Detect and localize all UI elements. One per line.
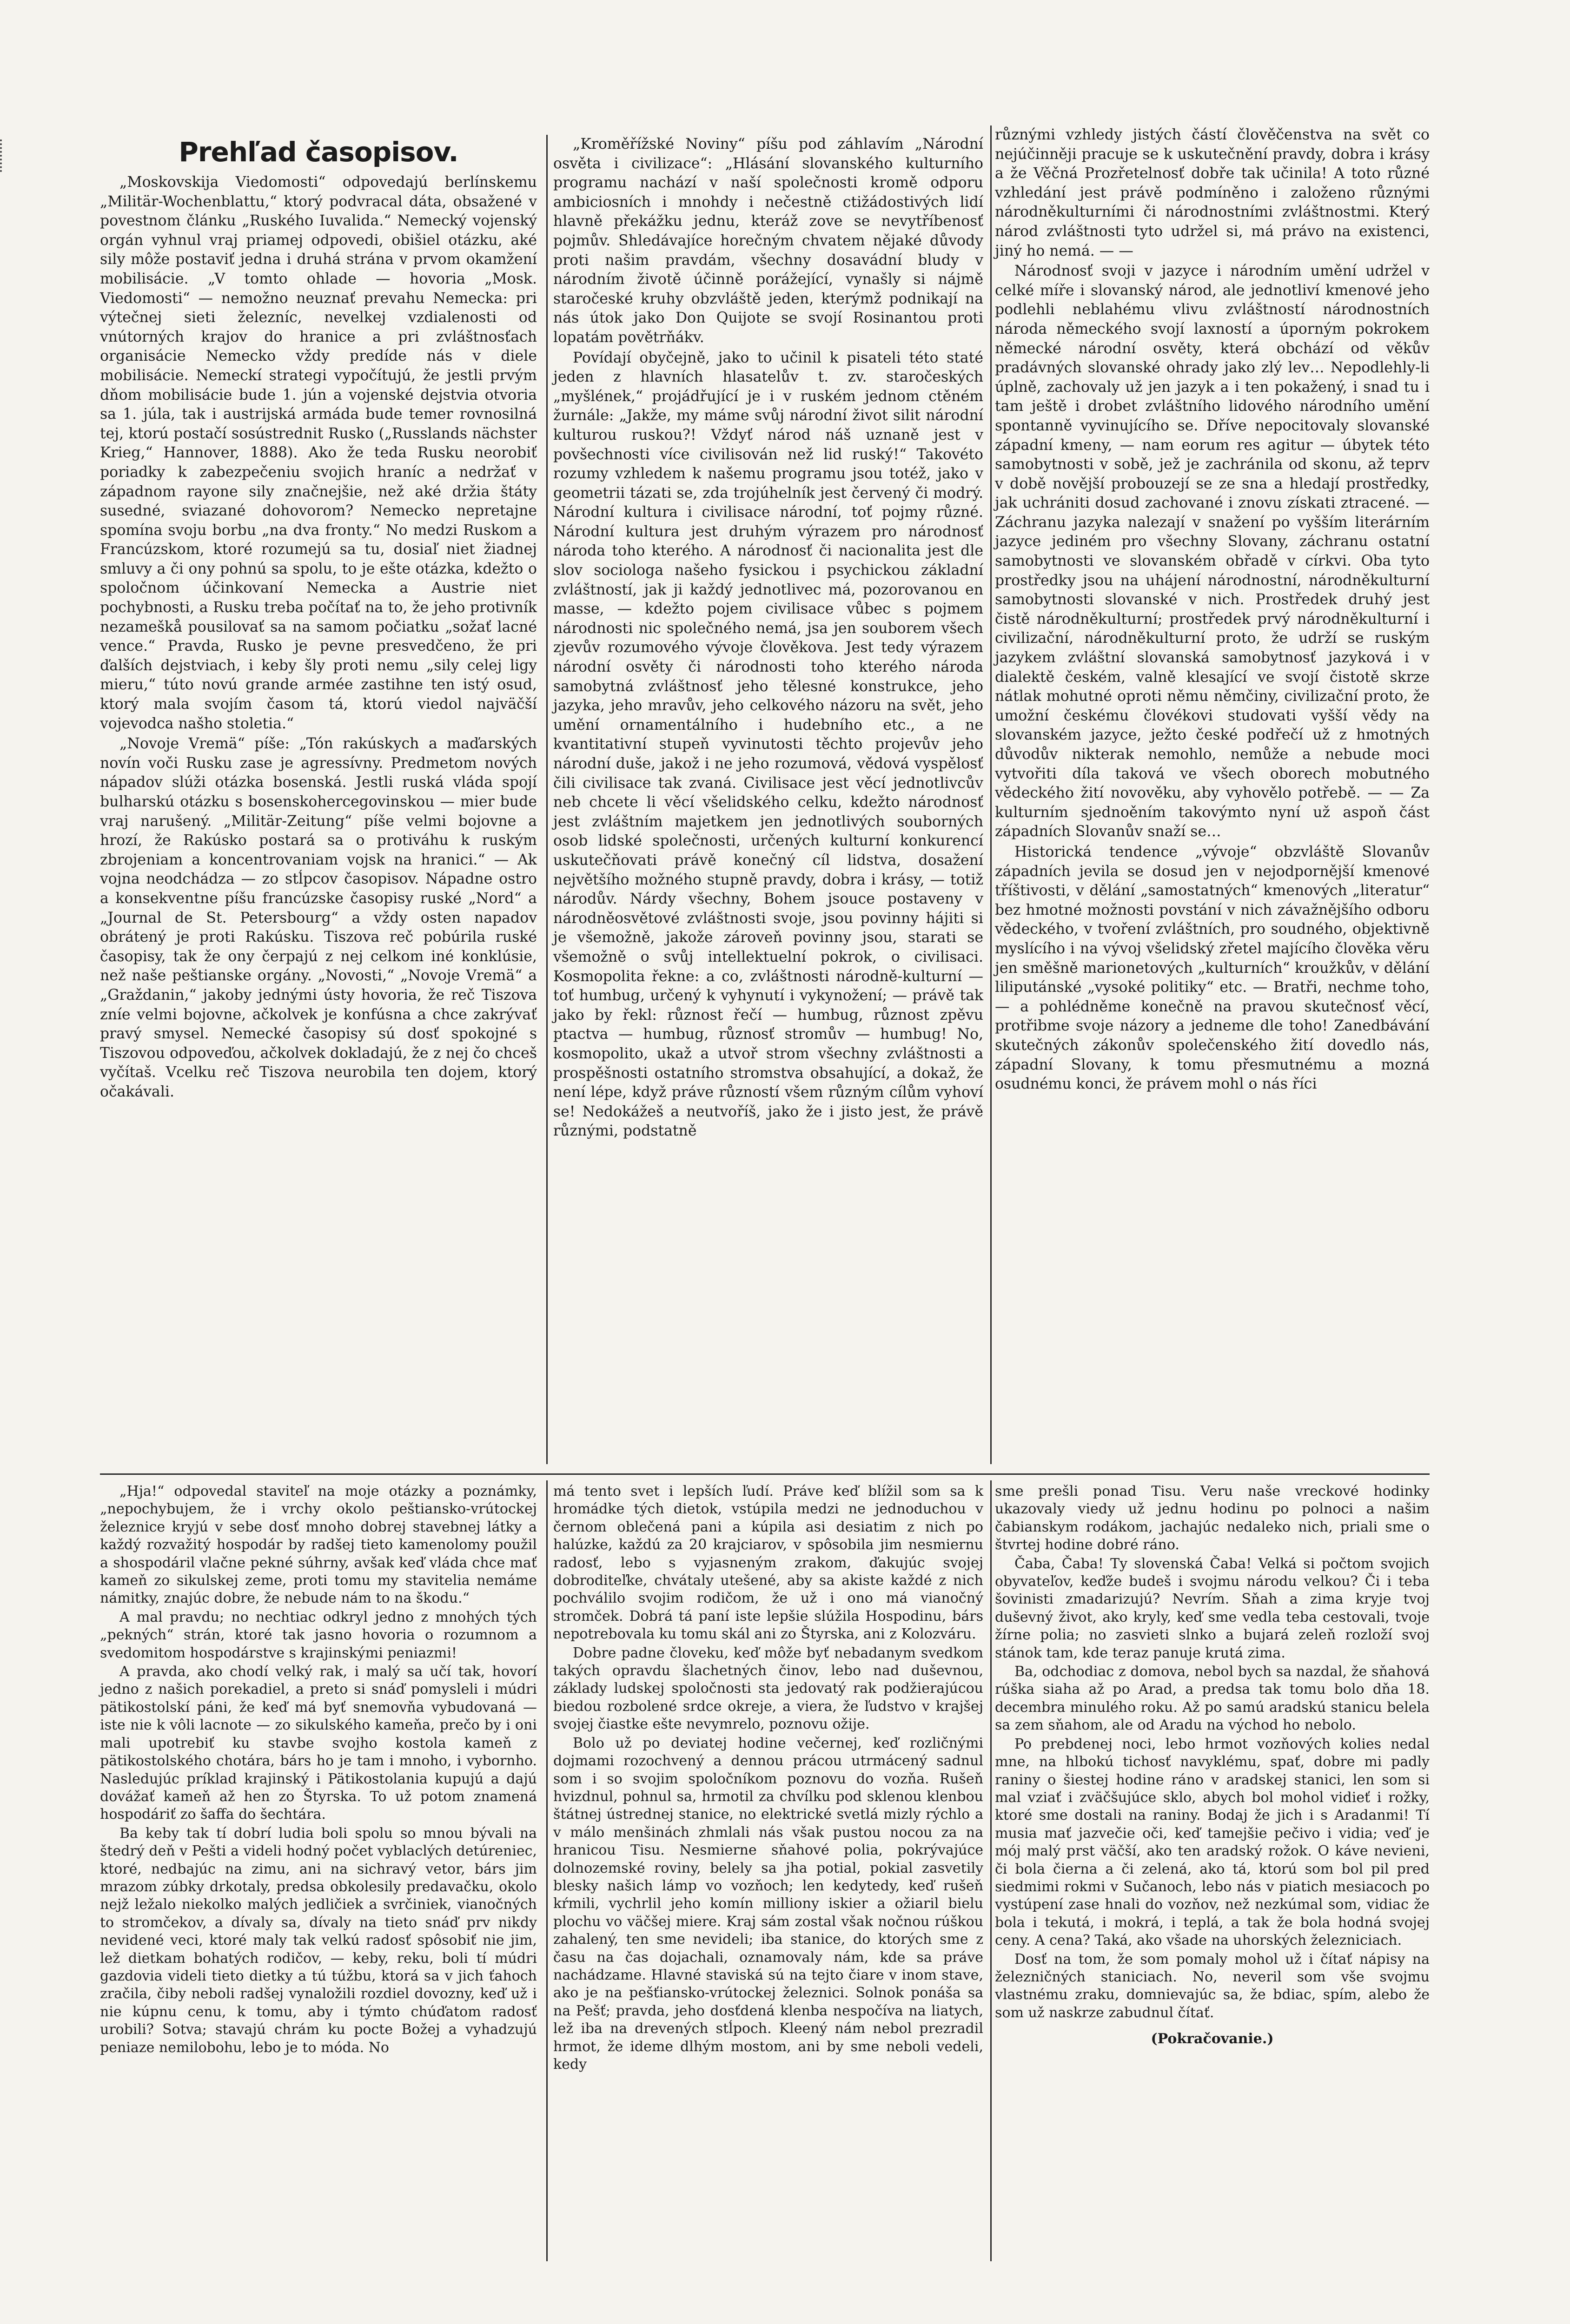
article-paragraph: Ba keby tak tí dobrí ludia boli spolu so mnou bývali na štedrý deň v Pešti a videli hodný počet vyblaclých detúreniec, ktoré, nedbajúc na zimu, ani na sichravý vetor, bárs jim mrazom zúbky drkotaly, predsa obkolesily predavačku, okolo nejž ležalo niekolko malých jedličiek a svrčiniek, vianočných to stromčekov, a dívaly sa, dívaly na tieto snáď prv nikdy nevidené veci, ktoré maly tak velkú radosť spôsobiť nie jim, lež dietkam bohatých rodičov, — keby, reku, boli tí múdri gazdovia videli tieto dietky a tú túžbu, ktorá sa v jich ťahoch zračila, čiby neboli radšej vynaložili rozdiel dovozny, keď už i nie kúpnu cenu, k tomu, aby i týmto chúďatom radosť urobili? Sotva; stavajú chrám ku pocte Božej a vyhadzujú peniaze nemilobohu, lebo je to móda. No <box>100 1825 537 2056</box>
article-paragraph: různými vzhledy jistých částí člověčenstva na svět co nejúčinněji pracuje se k uskutečnění pravdy, dobra i krásy a že Věčná Prozřetelnosť dobře tak učinila! A toto různé vzhledání jest právě podmíněno i založeno různými národněkulturními či národnostními zvláštnostmi. Který národ zvláštnosti tyto udržel si, má právo na existenci, jiný ho nemá. — — <box>995 126 1430 259</box>
bottom-column-1 <box>100 1483 537 2057</box>
article-paragraph: „Moskovskija Viedomosti“ odpovedajú berlínskemu „Militär-Wochenblattu,“ ktorý podvracal dáta, obsažené v povestnom článku „Ruského Iuvalida.“ Nemecký vojenský orgán vyhnul vraj priamej odpovedi, obišiel otázku, aké sily môže postaviť jedna i druhá strána v prvom okamžení mobilisácie. „V tomto ohlade — hovoria „Mosk. Viedomosti“ — nemožno neuznať prevahu Nemecka: pri výtečnej sieti železníc, nevelkej vzdialenosti od vnútorných krajov do hranice a pri zvláštnosťach organisácie Nemecko vždy predíde nás v diele mobilisácie. Nemeckí strategi vypočítujú, že jestli prvým dňom mobilisácie bude 1. jún a vojenské dejstvia otvoria sa 1. júla, tak i austrijská armáda bude temer rovnosilná tej, ktorú postačí sosústrednit Rusko („Russlands nächster Krieg,“ Hannover, 1888). Ako že teda Rusku neorobiť poriadky k zabezpečeniu svojich hraníc a nedržať v západnom rayone sily značnejšie, než aké držia štáty susedné, sviazané dohovorom? Nemecko nepretajne spomína svoju borbu „na dva fronty.“ No medzi Ruskom a Francúzskom, ktoré rozumejú sa tu, dosiaľ niet žiadnej smluvy a či ony pohnú sa spolu, to je ešte otázka, kdežto o spoločnom účinkovaní Nemecka a Austrie niet pochybnosti, a Rusku treba počítať na to, že jeho protivník nezameškå pousilovať sa na samom počiatku „sožať lacné vence.“ Pravda, Rusko je pevne presvedčeno, že pri ďalších dejstviach, i keby šly proti nemu „sily celej ligy mieru,“ túto novú grande armée zastihne ten istý osud, ktorý mala svojím časom tá, ktorú viedol najväčší vojevodca našho stoletia.“ <box>100 174 537 732</box>
article-paragraph: Národnosť svoji v jazyce i národním umění udržel v celké míře i slovanský národ, ale jednotliví kmenové jeho podlehli neblahému vlivu zvláštností národnostních národa německého svojí laxností a úporným pokrokem německé národní osvěty, která obchází od věkův pradávných slovanské ohrady jako zlý lev… Nepodlehly-li úplně, zachovaly už jen jazyk a i ten pokažený, i snad tu i tam ještě i drobet zvláštního lidového národního umění spontanně vyvinujícího se. Dříve nepocitovaly slovanské západní kmeny, — nam eorum res agitur — úbytek této samobytnosti v sobě, jež je zachránila od skonu, až teprv v době novější probouzejí se ze sna a hledají prostředky, jak uchrániti dosud zachované i znovu získati ztracené. — Záchranu jazyka nalezají v snažení po vyšším literárním jazyce jediném pro všechny Slovany, záchranu ostatní samobytnosti ve slovanském obřadě v církvi. Oba tyto prostředky jsou na uhájení národnostní, národněkulturní samobytnosti slovanské v nich. Prostředek druhý jest čistě národněkulturní; prostředek prvý národněkulturní i civilizační, národněkulturní proto, že udrží se ruským jazykem zvláštní slovanská samobytnosť jazyková i v dialektě českém, valně klesající ve svojí čistotě skrze nátlak mohutné oproti němu němčiny, civilizační proto, že umožní českému človékovi studovati vyšší vědy na slovanském jazyce, ježto české podřečí už z hmotných důvodův nikterak nemohlo, nemůže a nebude moci vytvořiti díla taková ve všech oborech mobutného vědeckého žití novověku, aby vyhovělo potřebě. — — Za kulturním sjednoěním takovýmto nyní už aspoň část západních Slovanův snaží se… <box>995 263 1430 840</box>
article-paragraph: Dosť na tom, že som pomaly mohol už i čítať nápisy na železničných staniciach. No, neveril som vše svojmu vlastnému zraku, domnievajúc sa, že bdiac, spím, alebo že som už naskrze zabudnul čítať. <box>995 1951 1430 2021</box>
top-column-2 <box>553 135 983 1141</box>
continuation-note: (Pokračovanie.) <box>1151 2031 1274 2047</box>
article-paragraph: A pravda, ako chodí velký rak, i malý sa učí tak, hovorí jedno z našich porekadiel, a preto si snáď pomysleli i múdri pätikostolskí páni, že keď má byť snemovňa vybudovaná — iste nie k vôli lacnote — zo sikulského kameňa, prečo by i oni mali upotrebiť ku stavbe svojho kostola kameň z pätikostolského chotára, bárs ho je tam i mnoho, i vybornho. Nasledujúc príklad krajinský i Pätikostolania kupujú a dajú dovážať kameň až hen zo Štyrska. To už potom znamená hospodáriť zo šaffa do šechtára. <box>100 1664 537 1823</box>
column-divider <box>546 1480 548 2261</box>
article-paragraph: „Novoje Vremä“ píše: „Tón rakúskych a maďarských novín voči Rusku zase je agressívny. Predmetom nových nápadov slúži otázka bosenská. Jestli ruská vláda spojí bulharskú otázku s bosenskohercegovinskou — mier bude vraj narušený. „Militär-Zeitung“ píše velmi bojovne a hrozí, že Rakúsko postará sa o protiváhu k ruským zbrojeniam a koncentrovaniam vojsk na hranici.“ — Ak vojna neodchádza — zo stĺpcov časopisov. Nápadne ostro a konsekventne píšu francúzske časopisy ruské „Nord“ a „Journal de St. Petersbourg“ a vždy osten napadov obrátený je proti Rakúsku. Tiszova reč pobúrila ruské časopisy, tak že ony čerpajú z nej celkom iné konklúsie, než naše peštianske orgány. „Novosti,“ „Novoje Vremä“ a „Graždanin,“ jakoby jednými ústy hovoria, že reč Tiszova zníe velmi bojovne, ačkolvek je konfúsna a chce zakrývať pravý smysel. Nemecké časopisy sú dosť spokojné s Tiszovou odpoveďou, ačkolvek dokladajú, že z nej čo chceš vyčítaš. Vcelku reč Tiszova neurobila ten dojem, ktorý očakávali. <box>100 735 537 1100</box>
article-paragraph: Dobre padne človeku, keď môže byť nebadanym svedkom takých opravdu šlachetných činov, lebo nad duševnou, základy ludskej spoločnosti sta jedovatý rak podžierajúcou biedou rozbolené srdce okreje, a viera, že ľudstvo v krajšej svojej čiastke ešte nevymrelo, poznovu ožije. <box>553 1644 983 1733</box>
column-divider <box>990 125 992 1464</box>
article-paragraph: „Hja!“ odpovedal staviteľ na moje otázky a poznámky, „nepochybujem, že i vrchy okolo peštiansko-vrútockej železnice kryjú v sebe dosť mnoho dobrej stavebnej látky a každý rozvažitý hospodár by radšej tieto kamenolomy použil a shospodáril vlačne pekné súhrny, avšak keď vláda chce mať kameň zo sikulskej zeme, proti tomu my stavitelia nemáme námitky, znajúc dobre, že nebude nám to na škodu.“ <box>100 1483 537 1607</box>
article-paragraph: „Kroměřížské Noviny“ píšu pod záhlavím „Národní osvěta i civilizace“: „Hlásání slovanského kulturního programu nachází v naší společnosti kromě odporu ambiciosních i mnohdy i nečestně ctižádostivých lidí hlavně překážku jednu, kteráž zove se nevytříbenosť pojmův. Shledávajíce horečným chvatem nějaké důvody proti našim pravdám, všechny dosavádní bludy v národním životě účinně porážející, vynašly si nájmě staročeské kruhy obzvláště jeden, kterýmž podnikají na nás útok jako Don Quijote se svojí Rosinantou proti lopatám povětrňákv. <box>553 136 983 346</box>
article-paragraph: Povídají obyčejně, jako to učinil k pisateli této staté jeden z hlavních hlasatelův t. zv. staročeských „myšlének,“ projádřující je i v ruském jednom ctěném žurnále: „Jakže, my máme svůj národní život silit národní kulturou ruskou?! Vždyť národ náš uznaně jest v povšechnosti více civilisován než lid ruský!“ Takovéto rozumy vzhledem k našemu programu jsou totéž, jako v geometrii tázati se, zda trojúhelník jest červený či modrý. Národní kultura i civilisace národní, toť pojmy různé. Národní kultura jest druhým výrazem pro národnosť národa toho kterého. A národnosť či nacionalita jest dle slov sociologa našeho fysickou i psychickou základní zvláštností, jak ji každý jednotlivec má, pozorovanou en masse, — kdežto pojem civilisace vůbec s pojmem národnosti nic společného nemá, jsa jen souborem všech zjevův rozumového vývoje člověkova. Jest tedy výrazem národní osvěty či národnosti toho kterého národa samobytná zvláštnosť jeho tělesné konstrukce, jeho jazyka, jeho mravův, jeho celkového názoru na svět, jeho umění ornamentálního i hudebního etc., a ne kvantitativní stupeň vyvinutosti těchto projevův jeho národní duše, jakož i ne jeho rozumová, vědová vyspělosť čili civilisace tak zvaná. Civilisace jest věcí jednotlivcův neb chcete li věcí všelidského celku, kdežto národnosť jest zvláštním majetkem jen jednotlivých souborných osob lidské společnosti, určených kulturní konkurencí uskutečňovati právě konečný cíl lidstva, dosažení největšího možného stupně pravdy, dobra i krásy, — totiž národův. Nárdy všechny, Bohem jsouce postaveny v národněosvětové zvláštnosti svoje, jsou povinny hájiti si je všemožně, jakože zároveň povinny jsou, starati se všemožně o svůj intellektuelní pokrok, o civilisaci. Kosmopolita řekne: a co, zvláštnosti národně-kulturní — toť humbug, určený k vyhynutí i vykynožení; — právě tak jako by řekl: různost řečí — humbug, různost zpěvu ptactva — humbug, různosť stromův — humbug! No, kosmopolito, ukaž a utvoř strom všechny zvláštnosti a prospěšnosti ostatního stromstva obsahující, a dokaž, že není lépe, když práve růzností všem různým cílům vyhoví se! Nedokážeš a neutvoříš, jako že i jisto jest, že právě různými, podstatně <box>553 349 983 1140</box>
top-column-3 <box>995 125 1430 1094</box>
section-divider <box>100 1473 1430 1475</box>
margin-dots <box>0 139 7 172</box>
bottom-column-2 <box>553 1483 983 2073</box>
top-column-1 <box>100 135 537 1102</box>
article-paragraph: má tento svet i lepších ľudí. Práve keď blížil som sa k hromádke tých dietok, vstúpila medzi ne jednoduchou v černom oblečená pani a kúpila asi desiatim z nich po halúzke, každú za 20 krajciarov, v spôsobila jim nesmiernu radosť, lebo s vyjasneným zrakom, ďakujúc svojej dobroditeľke, chvátaly utešené, aby sa akiste každé z nich pochválilo svojim rodičom, že už i ono má vianočný stromček. Dobrá tá paní iste lepšie slúžila Hospodinu, bárs nepotrebovala ku tomu skál ani zo Štyrska, ani z Kolozváru. <box>553 1483 983 1643</box>
article-paragraph: Po prebdenej noci, lebo hrmot vozňových kolies nedal mne, na hlbokú tichosť navyklému, spať, dobre mi padly raniny o šiestej hodine ráno v aradskej stanici, len som si mal vziať i zväčšujúce sklo, abych bol mohol vidieť i rožky, ktoré sme dostali na raniny. Bodaj že jich i s Aradanmi! Tí musia mať jazvečie oči, keď tamejšie pečivo i vidia; veď je mój malý prst väčší, ako ten aradský rožok. O káve nevieni, či bola čierna a či zelená, ako tá, ktorú som bol pil pred siedmimi rokmi v Sučanoch, lebo nás v piatich mesiacoch po vystúpení zase hnali do vozňov, než nezkúmal som, vidiac že bola i tekutá, i mokrá, i teplá, a tak že bola hodná svojej ceny. A cena? Taká, ako všade na uhorských železniciach. <box>995 1736 1430 1949</box>
bottom-column-3 <box>995 1483 1430 2048</box>
column-divider <box>546 135 548 1464</box>
article-paragraph: Bolo už po deviatej hodine večernej, keď rozličnými dojmami rozochvený a dennou prácou utrmácený sadnul som i so svojim spoločníkom poznovu do vozňa. Rušeň hvizdnul, pohnul sa, hrmotil za chvílku pod sklenou klenbou štátnej ústrednej stanice, no elektrické svetlá mizly rýchlo a v málo menšinách zhmlali nás však pustou nocou za na hranicou Tisu. Nesmierne sňahové polia, pokrývajúce dolnozemské roviny, belely sa jha potial, pokial zasvetily blesky našich lámp vo vozňoch; len kedytedy, keď rušeň kŕmili, vychrlil jeho komín milliony iskier a ožiaril bielu plochu vo väčšej miere. Kraj sám zostal však nočnou rúškou zahalený, ten sme nevideli; iba stanice, do ktorých sme z času na čas dojachali, oznamovaly nám, kde sa práve nachádzame. Hlavné staviská sú na tejto čiare v inom stave, ako je na pešťiansko-vrútockej železnici. Solnok ponáša sa na Pešť; pravda, jeho dosťdená klenba nespočíva na liatych, lež iba na drevených stĺpoch. Kleený nám nebol prezradil hrmot, že ideme dlhým mostom, ani by sme neboli vedeli, kedy <box>553 1735 983 2073</box>
column-divider <box>990 1480 992 2261</box>
article-paragraph: Ba, odchodiac z domova, nebol bych sa nazdal, že sňahová rúška siaha až po Arad, a predsa tak tomu bolo dňa 18. decembra minulého roku. Až po samú aradskú stanicu belela sa zem sňahom, ale od Aradu na východ ho nebolo. <box>995 1664 1430 1734</box>
article-paragraph: A mal pravdu; no nechtiac odkryl jedno z mnohých tých „pekných“ strán, ktoré tak jasno hovoria o rozumnom a svedomitom hospodárstve s krajinskými peniazmi! <box>100 1609 537 1661</box>
article-paragraph: sme prešli ponad Tisu. Veru naše vreckové hodinky ukazovaly viedy už jednu hodinu po polnoci a našim čabianskym rodákom, jachajúc nedaleko nich, priali sme o štvrtej hodine dobré ráno. <box>995 1483 1430 1553</box>
article-paragraph: Historická tendence „vývoje“ obzvláště Slovanův západních jevila se dosud jen v nejodpornější kmenové tříštivosti, v dělání „samostatných“ kmenových „literatur“ bez hmotné možnosti povstání v nich závažnějšího odboru vědeckého, v tvoření zvláštních, pro soudného, objektivně myslícího i na vývoj všelidský zřetel majícího člověka věru jen směšně marionetových „kulturních“ kroužkův, v dělání liliputánské „vysoké politiky“ etc. — Bratři, nechme toho, — a pohlédněme konečně na pravou skutečnosť věcí, protřibme svoje názory a jedneme dle toho! Zanedbávání skutečných zákonův společenského žití dovedlo nás, západní Slovany, k tomu přesmutnému a mozná osudnému konci, že právem mohl o nás říci <box>995 843 1430 1093</box>
article-paragraph: Čaba, Čaba! Ty slovenská Čaba! Velká si počtom svojich obyvateľov, keďže budeš i svojmu národu velkou? Či i teba šovinisti zmadarizujú? Nevrím. Sňah a zima kryje tvoj duševný život, ako kryly, keď sme vedla teba cestovali, tvoje žírne polia; no zasvieti slnko a bujará zeleň rozloží svoj stánok tam, kde teraz panuje krutá zima. <box>995 1555 1430 1661</box>
section-heading: Prehľad časopisov. <box>179 136 458 168</box>
